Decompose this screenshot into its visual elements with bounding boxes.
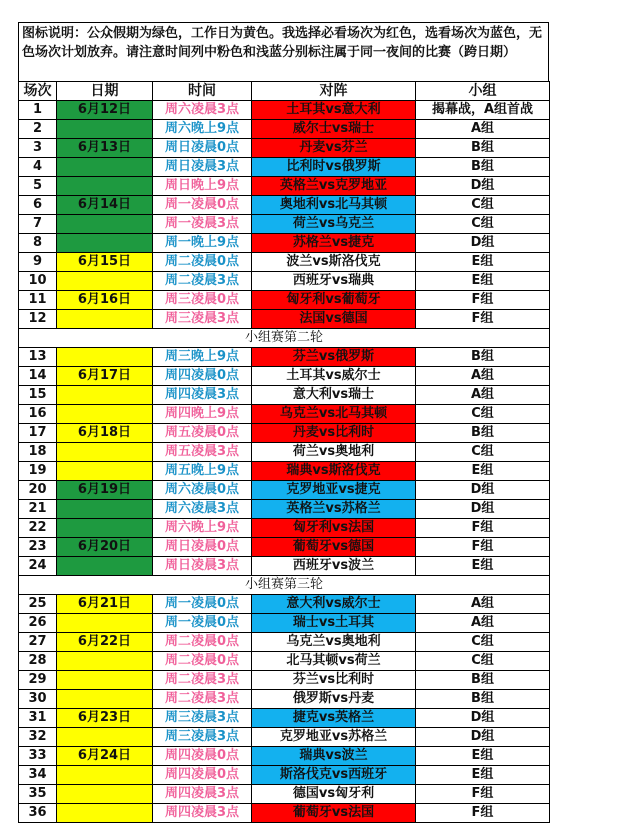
table-row <box>19 291 550 310</box>
match-number-cell[interactable]: 15 <box>19 386 57 405</box>
legend-note[interactable]: 图标说明：公众假期为绿色，工作日为黄色。我选择必看场次为红色，选看场次为蓝色，无色场次计划放弃。请注意时间列中粉色和浅蓝分别标注属于同一夜间的比赛（跨日期） <box>18 22 549 81</box>
fixture-cell[interactable]: 斯洛伐克vs西班牙 <box>252 766 416 785</box>
time-cell[interactable]: 周六晚上9点 <box>153 519 252 538</box>
group-cell[interactable]: E组 <box>416 747 550 766</box>
group-cell[interactable]: B组 <box>416 139 550 158</box>
time-cell[interactable]: 周二凌晨3点 <box>153 690 252 709</box>
time-cell[interactable]: 周二凌晨0点 <box>153 652 252 671</box>
date-cell[interactable]: 6月14日 <box>57 196 153 215</box>
date-cell[interactable]: 6月18日 <box>57 424 153 443</box>
table-row <box>19 481 550 500</box>
fixture-cell[interactable]: 乌克兰vs奥地利 <box>252 633 416 652</box>
time-cell[interactable]: 周四凌晨3点 <box>153 386 252 405</box>
match-number-cell[interactable]: 6 <box>19 196 57 215</box>
group-cell[interactable]: C组 <box>416 443 550 462</box>
round-separator-row <box>19 329 550 348</box>
fixture-cell[interactable]: 苏格兰vs捷克 <box>252 234 416 253</box>
group-cell[interactable]: 揭幕战，A组首战 <box>416 101 550 120</box>
time-cell[interactable]: 周四凌晨0点 <box>153 747 252 766</box>
table-row <box>19 405 550 424</box>
match-number-cell[interactable]: 25 <box>19 595 57 614</box>
table-row <box>19 177 550 196</box>
match-number-cell[interactable]: 9 <box>19 253 57 272</box>
table-row <box>19 709 550 728</box>
table-row <box>19 462 550 481</box>
table-row <box>19 348 550 367</box>
table-row <box>19 139 550 158</box>
time-cell[interactable]: 周三凌晨0点 <box>153 291 252 310</box>
date-cell[interactable]: 6月20日 <box>57 538 153 557</box>
group-cell[interactable]: D组 <box>416 481 550 500</box>
time-cell[interactable]: 周六晚上9点 <box>153 120 252 139</box>
group-cell[interactable]: A组 <box>416 120 550 139</box>
match-number-cell[interactable]: 10 <box>19 272 57 291</box>
table-row <box>19 538 550 557</box>
time-cell[interactable]: 周一晚上9点 <box>153 234 252 253</box>
match-number-cell[interactable]: 31 <box>19 709 57 728</box>
header-match-no[interactable]: 场次 <box>19 82 57 101</box>
time-cell[interactable]: 周日凌晨3点 <box>153 557 252 576</box>
date-cell[interactable] <box>57 652 153 671</box>
table-row <box>19 310 550 329</box>
time-cell[interactable]: 周一凌晨0点 <box>153 196 252 215</box>
time-cell[interactable]: 周日凌晨0点 <box>153 139 252 158</box>
time-cell[interactable]: 周四凌晨0点 <box>153 367 252 386</box>
match-number-cell[interactable]: 26 <box>19 614 57 633</box>
schedule-table <box>18 81 550 823</box>
date-cell[interactable] <box>57 443 153 462</box>
fixture-cell[interactable]: 丹麦vs芬兰 <box>252 139 416 158</box>
group-cell[interactable]: F组 <box>416 538 550 557</box>
header-fixture[interactable]: 对阵 <box>252 82 416 101</box>
group-cell[interactable]: D组 <box>416 709 550 728</box>
match-number-cell[interactable]: 16 <box>19 405 57 424</box>
fixture-cell[interactable]: 俄罗斯vs丹麦 <box>252 690 416 709</box>
round-label[interactable]: 小组赛第三轮 <box>19 576 550 595</box>
group-cell[interactable]: B组 <box>416 158 550 177</box>
fixture-cell[interactable]: 荷兰vs奥地利 <box>252 443 416 462</box>
date-cell[interactable] <box>57 785 153 804</box>
table-row <box>19 196 550 215</box>
table-row <box>19 614 550 633</box>
match-number-cell[interactable]: 8 <box>19 234 57 253</box>
fixture-cell[interactable]: 乌克兰vs北马其顿 <box>252 405 416 424</box>
table-row <box>19 652 550 671</box>
group-cell[interactable]: B组 <box>416 424 550 443</box>
time-cell[interactable]: 周三晚上9点 <box>153 348 252 367</box>
date-cell[interactable] <box>57 804 153 823</box>
header-date[interactable]: 日期 <box>57 82 153 101</box>
date-cell[interactable]: 6月12日 <box>57 101 153 120</box>
header-row <box>19 82 550 101</box>
time-cell[interactable]: 周五凌晨0点 <box>153 424 252 443</box>
table-row <box>19 633 550 652</box>
fixture-cell[interactable]: 葡萄牙vs法国 <box>252 804 416 823</box>
date-cell[interactable] <box>57 519 153 538</box>
group-cell[interactable]: B组 <box>416 348 550 367</box>
schedule-sheet <box>18 22 549 823</box>
fixture-cell[interactable]: 瑞典vs波兰 <box>252 747 416 766</box>
match-number-cell[interactable]: 12 <box>19 310 57 329</box>
table-row <box>19 101 550 120</box>
group-cell[interactable]: F组 <box>416 804 550 823</box>
match-number-cell[interactable]: 29 <box>19 671 57 690</box>
date-cell[interactable] <box>57 671 153 690</box>
table-row <box>19 253 550 272</box>
group-cell[interactable]: B组 <box>416 671 550 690</box>
match-number-cell[interactable]: 28 <box>19 652 57 671</box>
group-cell[interactable]: A组 <box>416 367 550 386</box>
table-row <box>19 519 550 538</box>
group-cell[interactable]: C组 <box>416 215 550 234</box>
time-cell[interactable]: 周日晚上9点 <box>153 177 252 196</box>
fixture-cell[interactable]: 奥地利vs北马其顿 <box>252 196 416 215</box>
date-cell[interactable] <box>57 557 153 576</box>
fixture-cell[interactable]: 葡萄牙vs德国 <box>252 538 416 557</box>
group-cell[interactable]: A组 <box>416 595 550 614</box>
time-cell[interactable]: 周五晚上9点 <box>153 462 252 481</box>
fixture-cell[interactable]: 土耳其vs威尔士 <box>252 367 416 386</box>
date-cell[interactable] <box>57 462 153 481</box>
time-cell[interactable]: 周一凌晨3点 <box>153 215 252 234</box>
group-cell[interactable]: F组 <box>416 785 550 804</box>
date-cell[interactable]: 6月17日 <box>57 367 153 386</box>
fixture-cell[interactable]: 匈牙利vs法国 <box>252 519 416 538</box>
table-row <box>19 785 550 804</box>
date-cell[interactable]: 6月24日 <box>57 747 153 766</box>
group-cell[interactable]: E组 <box>416 462 550 481</box>
date-cell[interactable]: 6月19日 <box>57 481 153 500</box>
match-number-cell[interactable]: 5 <box>19 177 57 196</box>
time-cell[interactable]: 周四凌晨3点 <box>153 804 252 823</box>
date-cell[interactable]: 6月23日 <box>57 709 153 728</box>
time-cell[interactable]: 周二凌晨0点 <box>153 253 252 272</box>
date-cell[interactable] <box>57 177 153 196</box>
date-cell[interactable]: 6月15日 <box>57 253 153 272</box>
time-cell[interactable]: 周四凌晨3点 <box>153 785 252 804</box>
match-number-cell[interactable]: 27 <box>19 633 57 652</box>
schedule-body <box>19 82 550 823</box>
match-number-cell[interactable]: 1 <box>19 101 57 120</box>
fixture-cell[interactable]: 法国vs德国 <box>252 310 416 329</box>
time-cell[interactable]: 周日凌晨3点 <box>153 158 252 177</box>
group-cell[interactable]: E组 <box>416 766 550 785</box>
time-cell[interactable]: 周日凌晨0点 <box>153 538 252 557</box>
group-cell[interactable]: F组 <box>416 519 550 538</box>
table-row <box>19 424 550 443</box>
match-number-cell[interactable]: 20 <box>19 481 57 500</box>
table-row <box>19 690 550 709</box>
date-cell[interactable] <box>57 614 153 633</box>
date-cell[interactable] <box>57 728 153 747</box>
group-cell[interactable]: F组 <box>416 310 550 329</box>
group-cell[interactable]: D组 <box>416 234 550 253</box>
round-label[interactable]: 小组赛第二轮 <box>19 329 550 348</box>
fixture-cell[interactable]: 荷兰vs乌克兰 <box>252 215 416 234</box>
table-row <box>19 158 550 177</box>
date-cell[interactable] <box>57 386 153 405</box>
group-cell[interactable]: B组 <box>416 690 550 709</box>
fixture-cell[interactable]: 芬兰vs比利时 <box>252 671 416 690</box>
match-number-cell[interactable]: 21 <box>19 500 57 519</box>
date-cell[interactable]: 6月21日 <box>57 595 153 614</box>
time-cell[interactable]: 周三凌晨3点 <box>153 728 252 747</box>
date-cell[interactable] <box>57 310 153 329</box>
match-number-cell[interactable]: 24 <box>19 557 57 576</box>
group-cell[interactable]: E组 <box>416 272 550 291</box>
group-cell[interactable]: A组 <box>416 614 550 633</box>
date-cell[interactable] <box>57 348 153 367</box>
fixture-cell[interactable]: 匈牙利vs葡萄牙 <box>252 291 416 310</box>
date-cell[interactable] <box>57 234 153 253</box>
fixture-cell[interactable]: 英格兰vs苏格兰 <box>252 500 416 519</box>
fixture-cell[interactable]: 克罗地亚vs苏格兰 <box>252 728 416 747</box>
table-row <box>19 215 550 234</box>
fixture-cell[interactable]: 丹麦vs比利时 <box>252 424 416 443</box>
date-cell[interactable] <box>57 120 153 139</box>
table-row <box>19 557 550 576</box>
fixture-cell[interactable]: 德国vs匈牙利 <box>252 785 416 804</box>
table-row <box>19 804 550 823</box>
match-number-cell[interactable]: 13 <box>19 348 57 367</box>
match-number-cell[interactable]: 18 <box>19 443 57 462</box>
fixture-cell[interactable]: 比利时vs俄罗斯 <box>252 158 416 177</box>
fixture-cell[interactable]: 意大利vs威尔士 <box>252 595 416 614</box>
table-row <box>19 728 550 747</box>
match-number-cell[interactable]: 30 <box>19 690 57 709</box>
match-number-cell[interactable]: 33 <box>19 747 57 766</box>
table-row <box>19 766 550 785</box>
match-number-cell[interactable]: 14 <box>19 367 57 386</box>
time-cell[interactable]: 周六凌晨0点 <box>153 481 252 500</box>
table-row <box>19 500 550 519</box>
date-cell[interactable] <box>57 215 153 234</box>
table-row <box>19 386 550 405</box>
time-cell[interactable]: 周四凌晨0点 <box>153 766 252 785</box>
fixture-cell[interactable]: 克罗地亚vs捷克 <box>252 481 416 500</box>
group-cell[interactable]: D组 <box>416 728 550 747</box>
fixture-cell[interactable]: 英格兰vs克罗地亚 <box>252 177 416 196</box>
date-cell[interactable] <box>57 690 153 709</box>
date-cell[interactable] <box>57 272 153 291</box>
match-number-cell[interactable]: 11 <box>19 291 57 310</box>
match-number-cell[interactable]: 23 <box>19 538 57 557</box>
fixture-cell[interactable]: 意大利vs瑞士 <box>252 386 416 405</box>
time-cell[interactable]: 周一凌晨0点 <box>153 614 252 633</box>
fixture-cell[interactable]: 瑞士vs土耳其 <box>252 614 416 633</box>
fixture-cell[interactable]: 土耳其vs意大利 <box>252 101 416 120</box>
fixture-cell[interactable]: 西班牙vs瑞典 <box>252 272 416 291</box>
fixture-cell[interactable]: 北马其顿vs荷兰 <box>252 652 416 671</box>
match-number-cell[interactable]: 4 <box>19 158 57 177</box>
round-separator-row <box>19 576 550 595</box>
time-cell[interactable]: 周六凌晨3点 <box>153 500 252 519</box>
fixture-cell[interactable]: 波兰vs斯洛伐克 <box>252 253 416 272</box>
fixture-cell[interactable]: 西班牙vs波兰 <box>252 557 416 576</box>
match-number-cell[interactable]: 35 <box>19 785 57 804</box>
date-cell[interactable]: 6月16日 <box>57 291 153 310</box>
match-number-cell[interactable]: 2 <box>19 120 57 139</box>
group-cell[interactable]: A组 <box>416 386 550 405</box>
date-cell[interactable] <box>57 405 153 424</box>
group-cell[interactable]: E组 <box>416 253 550 272</box>
time-cell[interactable]: 周二凌晨3点 <box>153 272 252 291</box>
time-cell[interactable]: 周五凌晨3点 <box>153 443 252 462</box>
table-row <box>19 120 550 139</box>
header-time[interactable]: 时间 <box>153 82 252 101</box>
group-cell[interactable]: C组 <box>416 196 550 215</box>
match-number-cell[interactable]: 17 <box>19 424 57 443</box>
match-number-cell[interactable]: 19 <box>19 462 57 481</box>
fixture-cell[interactable]: 瑞典vs斯洛伐克 <box>252 462 416 481</box>
group-cell[interactable]: C组 <box>416 633 550 652</box>
date-cell[interactable]: 6月13日 <box>57 139 153 158</box>
date-cell[interactable] <box>57 766 153 785</box>
time-cell[interactable]: 周四晚上9点 <box>153 405 252 424</box>
table-row <box>19 671 550 690</box>
time-cell[interactable]: 周一凌晨0点 <box>153 595 252 614</box>
date-cell[interactable]: 6月22日 <box>57 633 153 652</box>
table-row <box>19 272 550 291</box>
group-cell[interactable]: F组 <box>416 291 550 310</box>
fixture-cell[interactable]: 芬兰vs俄罗斯 <box>252 348 416 367</box>
table-row <box>19 747 550 766</box>
group-cell[interactable]: E组 <box>416 557 550 576</box>
date-cell[interactable] <box>57 500 153 519</box>
match-number-cell[interactable]: 32 <box>19 728 57 747</box>
table-row <box>19 234 550 253</box>
table-row <box>19 443 550 462</box>
time-cell[interactable]: 周三凌晨3点 <box>153 310 252 329</box>
fixture-cell[interactable]: 捷克vs英格兰 <box>252 709 416 728</box>
group-cell[interactable]: C组 <box>416 652 550 671</box>
group-cell[interactable]: C组 <box>416 405 550 424</box>
date-cell[interactable] <box>57 158 153 177</box>
table-row <box>19 595 550 614</box>
time-cell[interactable]: 周二凌晨0点 <box>153 633 252 652</box>
table-row <box>19 367 550 386</box>
header-group[interactable]: 小组 <box>416 82 550 101</box>
group-cell[interactable]: D组 <box>416 500 550 519</box>
fixture-cell[interactable]: 威尔士vs瑞士 <box>252 120 416 139</box>
match-number-cell[interactable]: 36 <box>19 804 57 823</box>
match-number-cell[interactable]: 3 <box>19 139 57 158</box>
time-cell[interactable]: 周二凌晨3点 <box>153 671 252 690</box>
match-number-cell[interactable]: 7 <box>19 215 57 234</box>
time-cell[interactable]: 周三凌晨3点 <box>153 709 252 728</box>
group-cell[interactable]: D组 <box>416 177 550 196</box>
time-cell[interactable]: 周六凌晨3点 <box>153 101 252 120</box>
match-number-cell[interactable]: 22 <box>19 519 57 538</box>
match-number-cell[interactable]: 34 <box>19 766 57 785</box>
